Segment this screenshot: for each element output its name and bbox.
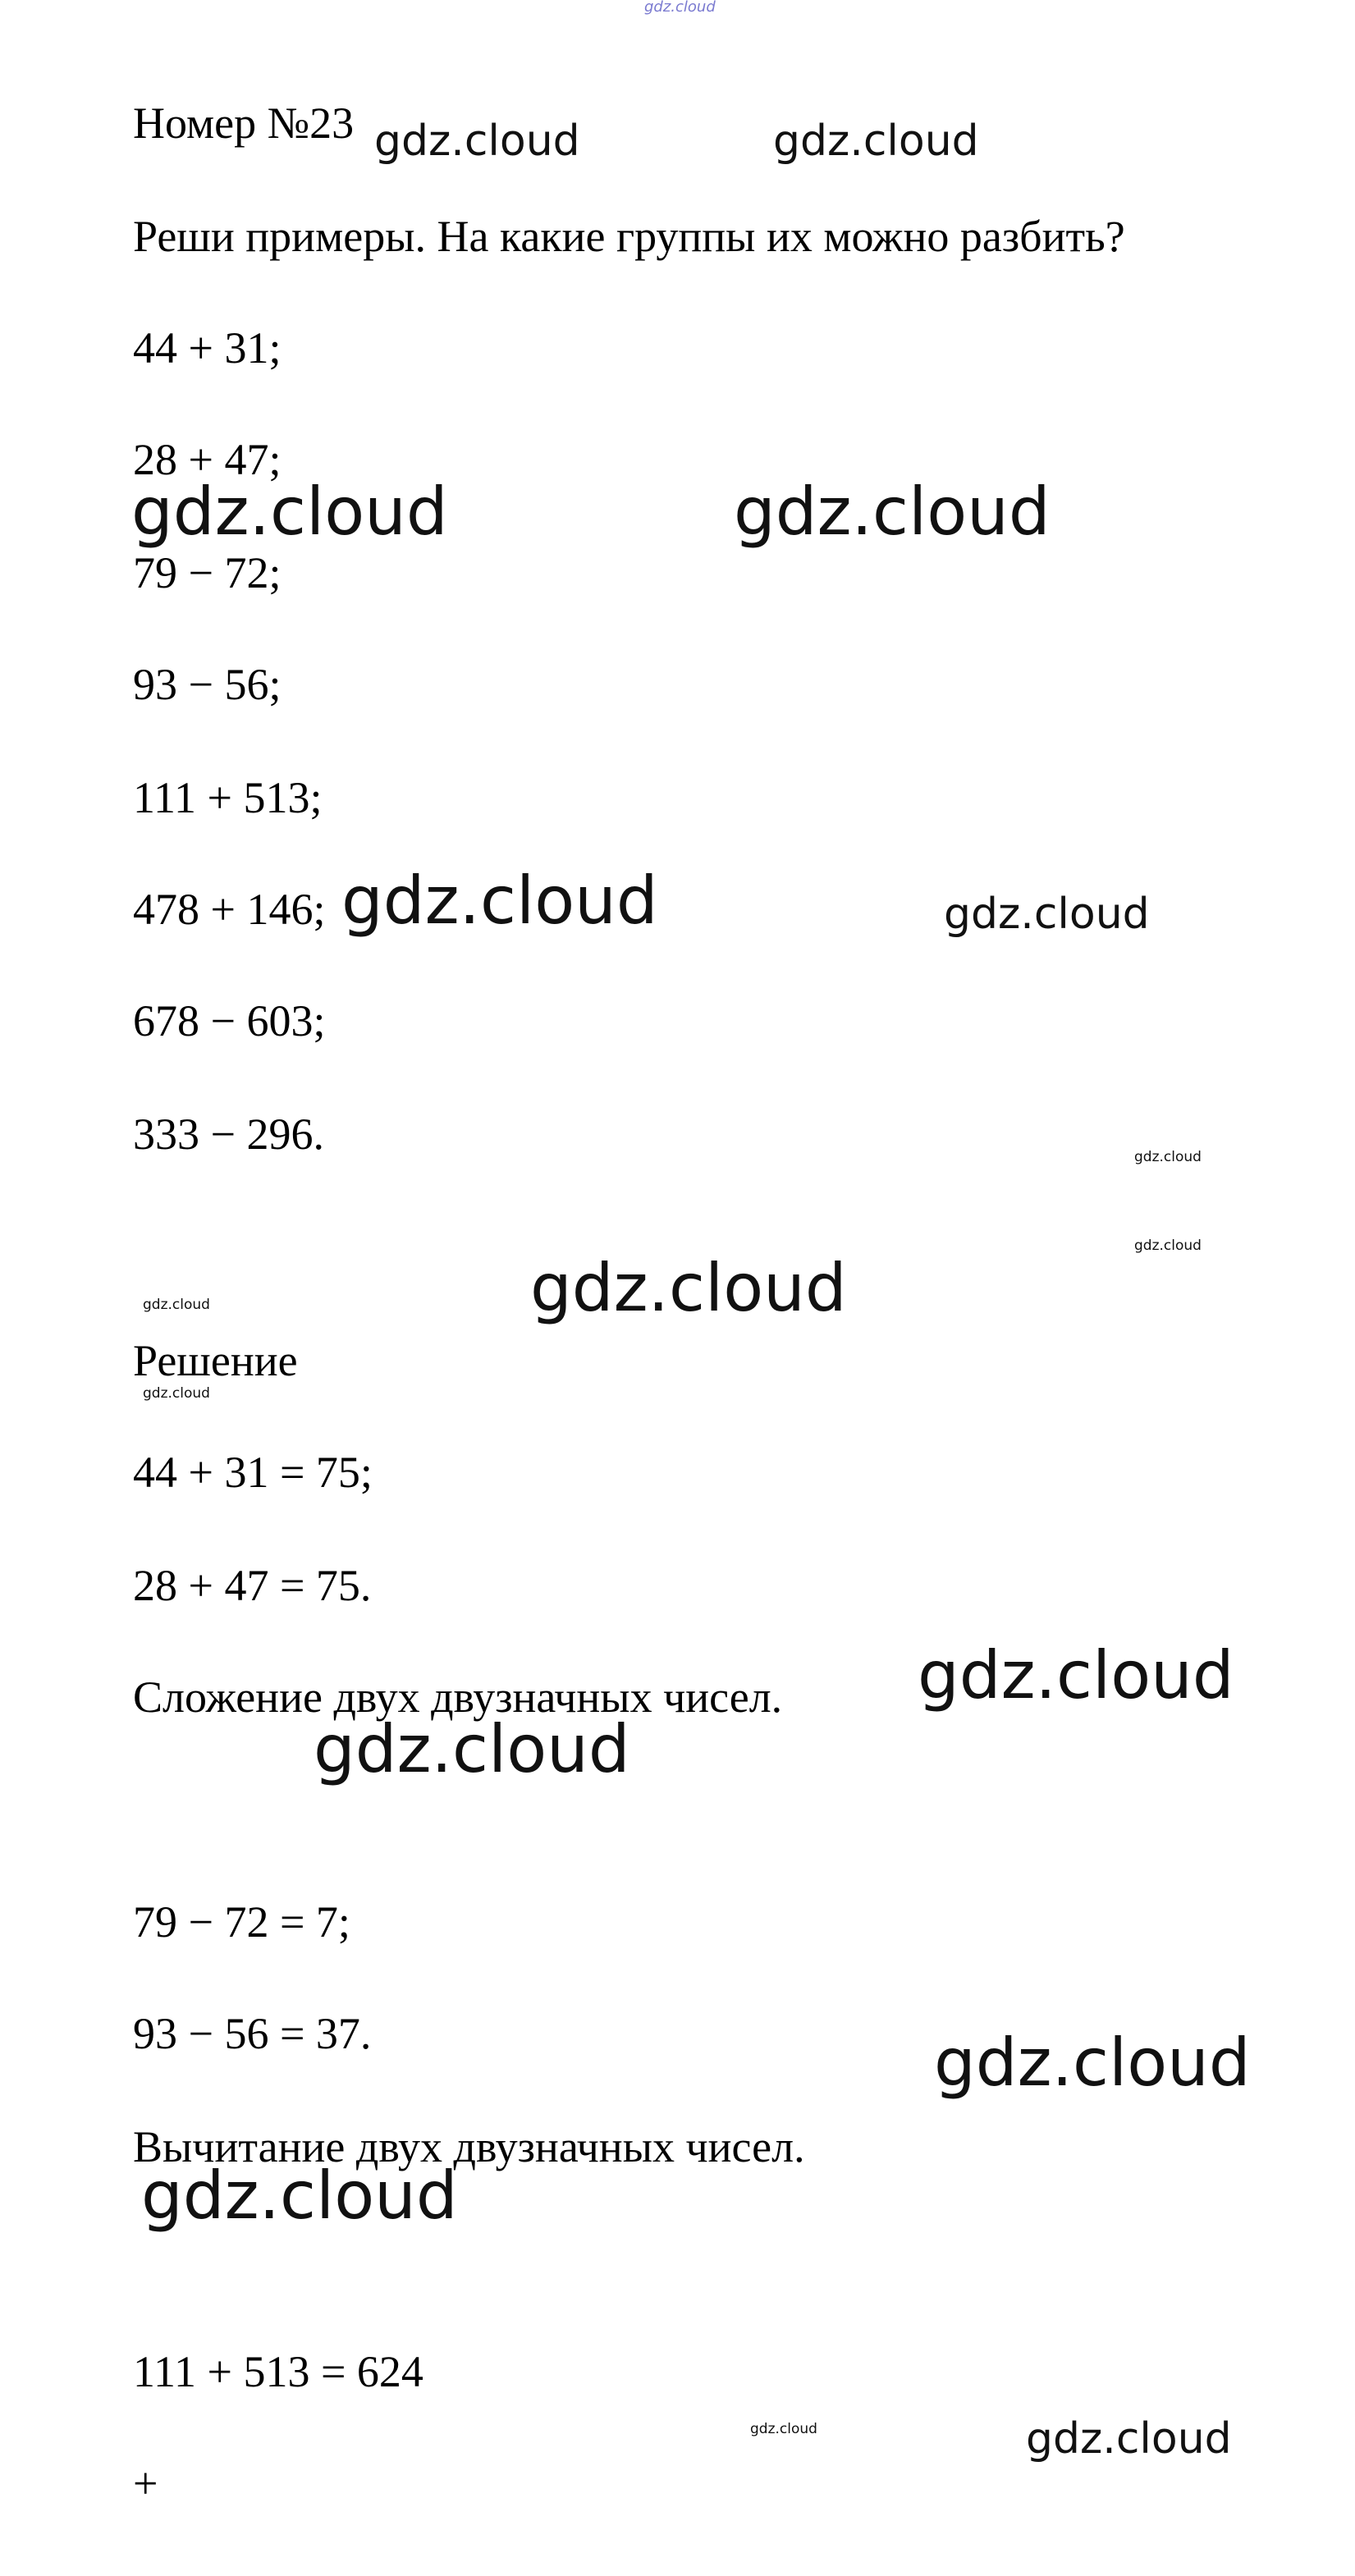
example-item: 478 + 146; bbox=[133, 885, 326, 934]
watermark: gdz.cloud bbox=[734, 474, 1051, 550]
example-item: 333 − 296. bbox=[133, 1110, 324, 1159]
watermark: gdz.cloud bbox=[141, 2157, 458, 2234]
example-item: 79 − 72; bbox=[133, 548, 282, 597]
solution-line: 28 + 47 = 75. bbox=[133, 1561, 372, 1610]
watermark: gdz.cloud bbox=[131, 474, 448, 550]
task-text: Реши примеры. На какие группы их можно разбить? bbox=[133, 212, 1125, 261]
watermark: gdz.cloud bbox=[1134, 1149, 1202, 1165]
solution-line: 93 − 56 = 37. bbox=[133, 2009, 372, 2058]
watermark: gdz.cloud bbox=[374, 117, 580, 166]
solution-heading: Решение bbox=[133, 1336, 298, 1385]
watermark: gdz.cloud bbox=[1026, 2414, 1232, 2464]
example-item: 44 + 31; bbox=[133, 323, 282, 373]
solution-line: 79 − 72 = 7; bbox=[133, 1897, 350, 1947]
watermark: gdz.cloud bbox=[530, 1250, 847, 1326]
page-title: Номер №23 bbox=[133, 98, 355, 148]
solution-line: Сложение двух двузначных чисел. bbox=[133, 1672, 783, 1722]
watermark: gdz.cloud bbox=[644, 0, 716, 16]
watermark: gdz.cloud bbox=[918, 1637, 1234, 1714]
watermark: gdz.cloud bbox=[750, 2421, 817, 2437]
solution-line: 111 + 513 = 624 bbox=[133, 2347, 423, 2396]
watermark: gdz.cloud bbox=[314, 1711, 630, 1787]
watermark: gdz.cloud bbox=[944, 890, 1150, 939]
example-item: 678 − 603; bbox=[133, 996, 326, 1045]
solution-line: Вычитание двух двузначных чисел. bbox=[133, 2122, 805, 2171]
solution-line: + bbox=[133, 2459, 158, 2508]
solution-line: 44 + 31 = 75; bbox=[133, 1448, 373, 1497]
watermark: gdz.cloud bbox=[934, 2025, 1251, 2101]
example-item: 111 + 513; bbox=[133, 773, 323, 822]
watermark: gdz.cloud bbox=[143, 1297, 210, 1313]
watermark: gdz.cloud bbox=[341, 862, 658, 939]
example-item: 93 − 56; bbox=[133, 660, 282, 709]
watermark: gdz.cloud bbox=[773, 117, 979, 166]
example-item: 28 + 47; bbox=[133, 435, 282, 484]
watermark: gdz.cloud bbox=[143, 1385, 210, 1402]
watermark: gdz.cloud bbox=[1134, 1238, 1202, 1254]
